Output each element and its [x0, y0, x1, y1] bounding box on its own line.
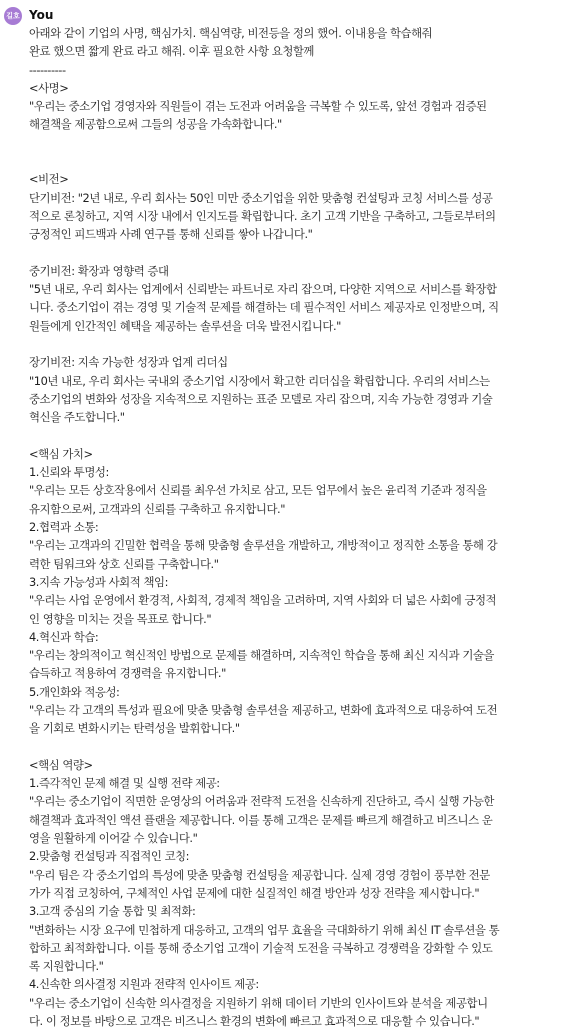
message-line: "우리는 중소기업 경영자와 직원들이 겪는 도전과 어려움을 극복할 수 있도록, 앞선 경험과 검증된	[29, 99, 487, 114]
message-line: 3.고객 중심의 기술 통합 및 최적화:	[29, 904, 196, 919]
message-line: 아래와 같이 기업의 사명, 핵심가치. 핵심역량, 비전등을 정의 했어. 이내용을 학습해줘	[29, 26, 433, 40]
message-blank-line	[29, 244, 561, 262]
message-line: 5.개인화와 적응성:	[29, 684, 120, 699]
message-line: 다. 이 정보를 바탕으로 고객은 비즈니스 환경의 변화에 빠르고 효과적으로 대응할 수 있습니다."	[29, 1014, 480, 1029]
message-line: <비전>	[29, 172, 69, 187]
message-line: 해결책과 효과적인 액션 플랜을 제공합니다. 이를 통해 고객은 문제를 빠르게 해결하고 비즈니스 운	[29, 812, 493, 827]
message-line: 장기비전: 지속 가능한 성장과 업계 리더십	[29, 355, 228, 370]
message-line: "5년 내로, 우리 회사는 업계에서 신뢰받는 파트너로 자리 잡으며, 다양한 지역으로 서비스를 확장합	[29, 282, 497, 297]
message-line: 1.신뢰와 투명성:	[29, 465, 109, 480]
message-blank-line	[29, 738, 561, 756]
message-line: 단기비전: "2년 내로, 우리 회사는 50인 미만 중소기업을 위한 맞춤형 컨설팅과 코칭 서비스를 성공	[29, 190, 493, 205]
message-body	[29, 24, 561, 1030]
message-line: "우리 팀은 각 중소기업의 특성에 맞춘 맞춤형 컨설팅을 제공합니다. 실제 경영 경험이 풍부한 전문	[29, 867, 490, 882]
message-line: ----------	[29, 62, 66, 77]
message-line: "우리는 각 고객의 특성과 필요에 맞춘 맞춤형 솔루션을 제공하고, 변화에 효과적으로 대응하여 도전	[29, 702, 498, 717]
message-line: 긍정적인 피드백과 사례 연구를 통해 신뢰를 쌓아 나갑니다."	[29, 227, 313, 242]
message-line: "우리는 사업 운영에서 환경적, 사회적, 경제적 책임을 고려하며, 지역 사회와 더 넓은 사회에 긍정적	[29, 593, 497, 608]
message-line: 4.신속한 의사결정 지원과 전략적 인사이트 제공:	[29, 977, 259, 992]
message-line: "우리는 모든 상호작용에서 신뢰를 최우선 가치로 삼고, 모든 업무에서 높은 윤리적 기준과 정직을	[29, 483, 487, 498]
message-line: 1.즉각적인 문제 해결 및 실행 전략 제공:	[29, 776, 220, 791]
message-line: 인 영향을 미치는 것을 목표로 합니다."	[29, 611, 212, 626]
message-line: <사명>	[29, 80, 69, 95]
message-line: 혁신을 주도합니다."	[29, 410, 125, 425]
message-line: 적으로 론칭하고, 지역 시장 내에서 인지도를 확립합니다. 초기 고객 기반을 구축하고, 그들로부터의	[29, 208, 496, 223]
message-line: 영을 원활하게 이어갈 수 있습니다."	[29, 831, 198, 846]
message-line: 록 지원합니다."	[29, 959, 104, 974]
message-line: 력한 팀워크와 상호 신뢰를 구축합니다."	[29, 556, 219, 571]
message-line: 3.지속 가능성과 사회적 책임:	[29, 574, 168, 589]
message-line: 4.혁신과 학습:	[29, 629, 99, 644]
message-line: "변화하는 시장 요구에 민첩하게 대응하고, 고객의 업무 효율을 극대화하기 위해 최신 IT 솔루션을 통	[29, 922, 500, 937]
message-line: "우리는 중소기업이 신속한 의사결정을 지원하기 위해 데이터 기반의 인사이트와 분석을 제공합니	[29, 995, 488, 1010]
message-line: 2.맞춤형 컨설팅과 직접적인 코칭:	[29, 849, 190, 864]
message-line: 가가 직접 코칭하여, 구체적인 사업 문제에 대한 실질적인 해결 방안과 성장 전략을 제시합니다."	[29, 885, 480, 900]
message-line: <핵심 가치>	[29, 446, 93, 461]
message-line: 중소기업의 변화와 성장을 지속적으로 지원하는 표준 모델로 자리 잡으며, 지속 가능한 경영과 기술	[29, 391, 493, 406]
message-line: "10년 내로, 우리 회사는 국내외 중소기업 시장에서 확고한 리더십을 확립합니다. 우리의 서비스는	[29, 373, 490, 388]
message-blank-line	[29, 427, 561, 445]
message-line: 완료 했으면 짧게 완료 라고 해줘. 이후 필요한 사항 요청할께	[29, 44, 314, 59]
message-line: 니다. 중소기업이 겪는 경영 및 기술적 문제를 해결하는 데 필수적인 서비스 제공자로 인정받으며, 직	[29, 300, 499, 315]
message-line: 해결책을 제공함으로써 그들의 성공을 가속화합니다."	[29, 117, 282, 132]
message-blank-line	[29, 152, 561, 170]
user-avatar: 길호	[4, 7, 22, 25]
message-line: 중기비전: 확장과 영향력 증대	[29, 263, 169, 278]
message-line: "우리는 창의적이고 혁신적인 방법으로 문제를 해결하며, 지속적인 학습을 통해 최신 지식과 기술을	[29, 648, 494, 663]
message-author: You	[29, 8, 54, 22]
message-line: "우리는 고객과의 긴밀한 협력을 통해 맞춤형 솔루션을 개발하고, 개방적이고 정직한 소통을 통해 강	[29, 538, 498, 553]
message-line: 습득하고 적용하여 경쟁력을 유지합니다."	[29, 666, 226, 681]
message-line: "우리는 중소기업이 직면한 운영상의 어려움과 전략적 도전을 신속하게 진단하고, 즉시 실행 가능한	[29, 794, 494, 809]
message-line: 을 기회로 변화시키는 탄력성을 발휘합니다."	[29, 721, 240, 736]
message-blank-line	[29, 335, 561, 353]
message-line: 합하고 최적화합니다. 이를 통해 중소기업 고객이 기술적 도전을 극복하고 경쟁력을 강화할 수 있도	[29, 940, 493, 955]
message-line: 원들에게 인간적인 혜택을 제공하는 솔루션을 더욱 발전시킵니다."	[29, 318, 341, 333]
message-blank-line	[29, 134, 561, 152]
message-line: <핵심 역량>	[29, 757, 93, 772]
message-line: 유지함으로써, 고객과의 신뢰를 구축하고 유지합니다."	[29, 501, 285, 516]
message-line: 2.협력과 소통:	[29, 520, 99, 535]
